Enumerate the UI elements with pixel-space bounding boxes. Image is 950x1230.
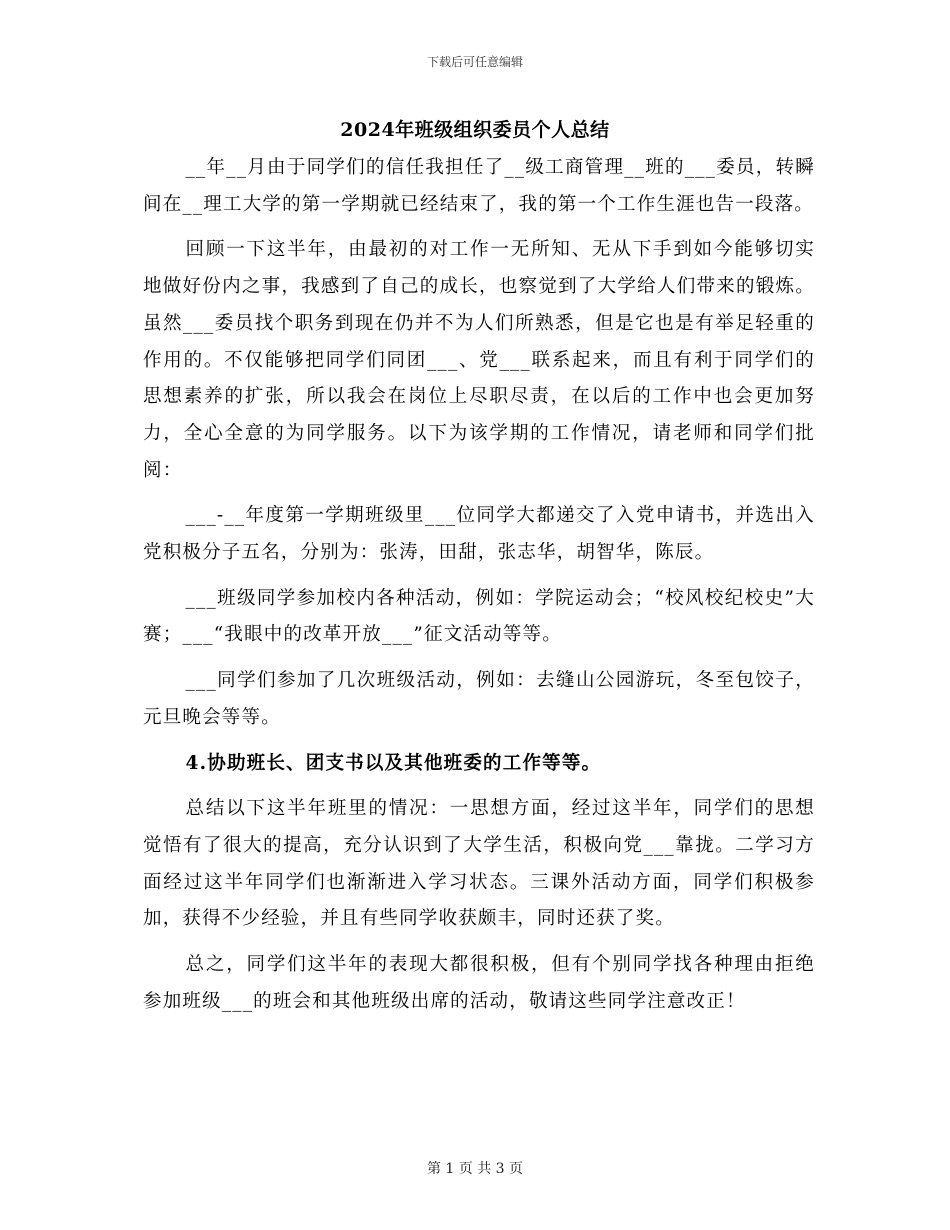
paragraph-conclusion: 总之，同学们这半年的表现大都很积极，但有个别同学找各种理由拒绝参加班级___的班会和其他班级出席的活动，敬请这些同学注意改正！ — [143, 954, 815, 1012]
paragraph-class-activities: ___同学们参加了几次班级活动，例如：去缝山公园游玩，冬至包饺子，元旦晚会等等。 — [143, 670, 815, 728]
paragraph-review: 回顾一下这半年，由最初的对工作一无所知、无从下手到如今能够切实地做好份内之事，我感到了自己的成长，也察觉到了大学给人们带来的锻炼。虽然___委员找个职务到现在仍并不为人们所熟悉，但是它也是有举足轻重的作用的。不仅能够把同学们同团___、党___联系起来，而且有利于同学们的思想素养的扩张，所以我会在岗位上尽职尽责，在以后的工作中也会更加努力，全心全意的为同学服务。以下为该学期的工作情况，请老师和同学们批阅： — [143, 239, 815, 481]
paragraph-intro: __年__月由于同学们的信任我担任了__级工商管理__班的___委员，转瞬间在__理工大学的第一学期就已经结束了，我的第一个工作生涯也告一段落。 — [143, 157, 815, 215]
paragraph-summary: 总结以下这半年班里的情况：一思想方面，经过这半年，同学们的思想觉悟有了很大的提高，充分认识到了大学生活，积极向党___靠拢。二学习方面经过这半年同学们也渐渐进入学习状态。三课外活动方面，同学们积极参加，获得不少经验，并且有些同学收获颇丰，同时还获了奖。 — [143, 798, 815, 930]
page-header-note: 下载后可任意编辑 — [426, 55, 523, 69]
page-number: 第 1 页 共 3 页 — [426, 1161, 524, 1177]
paragraph-assist-heading: 4.协助班长、团支书以及其他班委的工作等等。 — [185, 752, 602, 774]
document-title: 2024年班级组织委员个人总结 — [340, 119, 610, 141]
paragraph-party-application: ___-__年度第一学期班级里___位同学大都递交了入党申请书，并选出入党积极分子五名，分别为：张涛，田甜，张志华，胡智华，陈辰。 — [143, 505, 815, 564]
document-body — [143, 150, 815, 1029]
paragraph-school-activities: ___班级同学参加校内各种活动，例如：学院运动会；“校风校纪校史”大赛；___“我眼中的改革开放___”征文活动等等。 — [143, 587, 815, 646]
